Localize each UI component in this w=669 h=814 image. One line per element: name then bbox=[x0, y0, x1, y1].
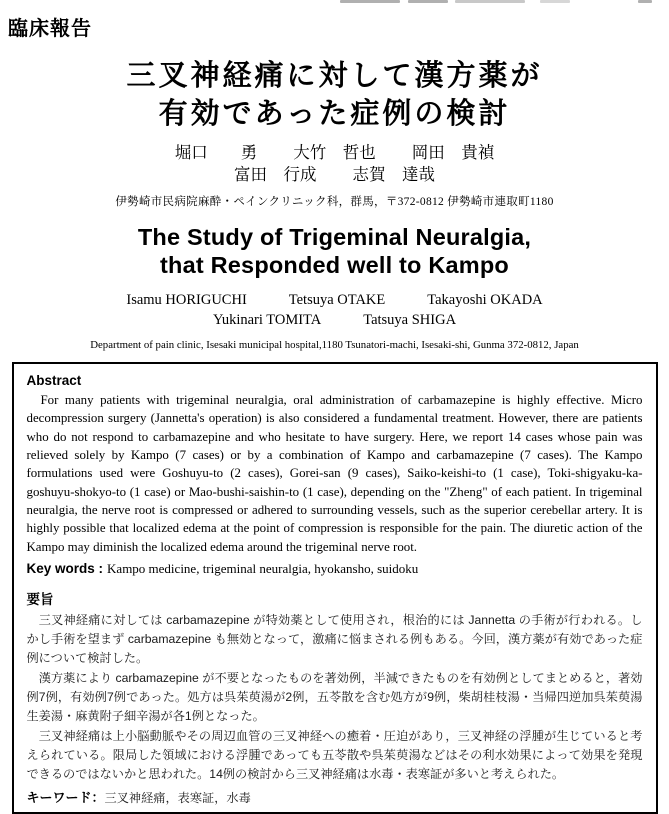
author-name: 大竹 哲也 bbox=[293, 142, 376, 162]
title-en-line1: The Study of Trigeminal Neuralgia, bbox=[137, 224, 532, 251]
title-ja-line1: 三叉神経痛に対して漢方薬が bbox=[126, 60, 543, 92]
authors-ja-row2 bbox=[0, 164, 669, 186]
keywords-label: Key words : bbox=[26, 560, 104, 576]
title-en-line2: that Responded well to Kampo bbox=[160, 251, 509, 278]
cropped-text-fragment bbox=[540, 0, 570, 3]
japanese-keywords-line bbox=[27, 787, 643, 806]
abstract-heading: Abstract bbox=[26, 373, 82, 389]
category-label: 臨床報告 bbox=[8, 18, 92, 40]
authors-ja-row1 bbox=[0, 142, 669, 164]
article-title-english bbox=[0, 224, 669, 279]
author-name: 志賀 達哉 bbox=[352, 164, 435, 184]
japanese-abstract-paragraph-3: 三叉神経痛は上小脳動脈やその周辺血管の三叉神経への癒着・圧迫があり，三叉神経の浮腫が生じていると考えられている。限局した領域における浮腫であっても五苓散や呉茱萸湯などはその利水効果によって効果を発現できるのではないかと思われた。14例の検討から三叉神経痛は水毒・表寒証が多いと考えられた。 bbox=[26, 728, 643, 782]
affiliation-japanese: 伊勢崎市民病院麻酔・ペインクリニック科，群馬，〒372-0812 伊勢崎市連取町1180 bbox=[115, 196, 554, 209]
authors-en-row1 bbox=[0, 290, 669, 310]
abstract-box bbox=[12, 362, 658, 814]
authors-en-row2 bbox=[0, 310, 669, 330]
japanese-abstract-paragraph-2: 漢方薬により carbamazepine が不要となったものを著効例，半減できたものを有効例としてまとめると，著効例7例，有効例7例であった。処方は呉茱萸湯が2例，五苓散を含む処方が9例，柴胡桂枝湯・当帰四逆加呉茱萸湯生姜湯・麻黄附子細辛湯が各1例となった。 bbox=[26, 670, 643, 724]
author-name: Takayoshi OKADA bbox=[427, 291, 543, 308]
author-name: Tetsuya OTAKE bbox=[288, 291, 386, 308]
cropped-text-fragment bbox=[455, 0, 525, 3]
cropped-page-header bbox=[0, 0, 669, 6]
article-title-japanese bbox=[0, 57, 669, 134]
cropped-text-fragment bbox=[408, 0, 448, 3]
authors-english bbox=[0, 290, 669, 331]
japanese-keywords-label: キーワード： bbox=[26, 790, 105, 806]
author-name: Tatsuya SHIGA bbox=[363, 311, 457, 328]
title-ja-line2: 有効であった症例の検討 bbox=[158, 98, 511, 131]
author-name: 富田 行成 bbox=[234, 164, 317, 184]
japanese-abstract-paragraph-1: 三叉神経痛に対しては carbamazepine が特効薬として使用され，根治的には Jannetta の手術が行われる。しかし手術を望まず carbamazepine も無効となって，激痛に悩まされる例もある。今回，漢方薬が有効であった症例について検討した。 bbox=[26, 612, 643, 666]
japanese-abstract-heading: 要旨 bbox=[26, 591, 54, 607]
authors-japanese bbox=[0, 142, 669, 187]
japanese-keywords-text: 三叉神経痛，表寒証，水毒 bbox=[104, 791, 251, 806]
abstract-text: For many patients with trigeminal neuralgia, oral administration of carbamazepine is highly effective. Micro decompression surgery (Jannetta's operation) is also considered a fundamental treatment. However, there are patients who do not respond to carbamazepine and who hesitate to have surgery. Here, we report 14 cases whose pain was relieved solely by Kampo (7 cases) or by a combination of Kampo and carbamazepine (7 cases). The Kampo formulations used were Goshuyu-to (2 cases), Gorei-san (9 cases), Saiko-keishi-to (1 case), Toki-shigyaku-ka-goshuyu-shokyo-to (1 case) or Mao-bushi-saishin-to (1 case), depending on the "Zheng" of each patient. In trigeminal neuralgia, the nerve root is compressed or adhered to surrounding vessels, such as the superior cerebellar artery. It is highly possible that localized edema at the point of compression is responsible for the pain. The diuretic action of the Kampo may diminish the localized edema around the trigeminal nerve root. bbox=[26, 393, 643, 554]
author-name: Yukinari TOMITA bbox=[212, 311, 322, 328]
keywords-text: Kampo medicine, trigeminal neuralgia, hyokansho, suidoku bbox=[107, 560, 419, 576]
cropped-text-fragment bbox=[638, 0, 652, 3]
author-name: 岡田 貴禎 bbox=[411, 142, 495, 162]
affiliation-english: Department of pain clinic, Isesaki municipal hospital,1180 Tsunatori-machi, Isesaki-shi, Gunma 372-0812, Japan bbox=[90, 339, 579, 352]
author-name: Isamu HORIGUCHI bbox=[126, 291, 247, 308]
author-name: 堀口 勇 bbox=[174, 142, 258, 162]
cropped-text-fragment bbox=[340, 0, 400, 3]
keywords-line bbox=[27, 560, 643, 578]
